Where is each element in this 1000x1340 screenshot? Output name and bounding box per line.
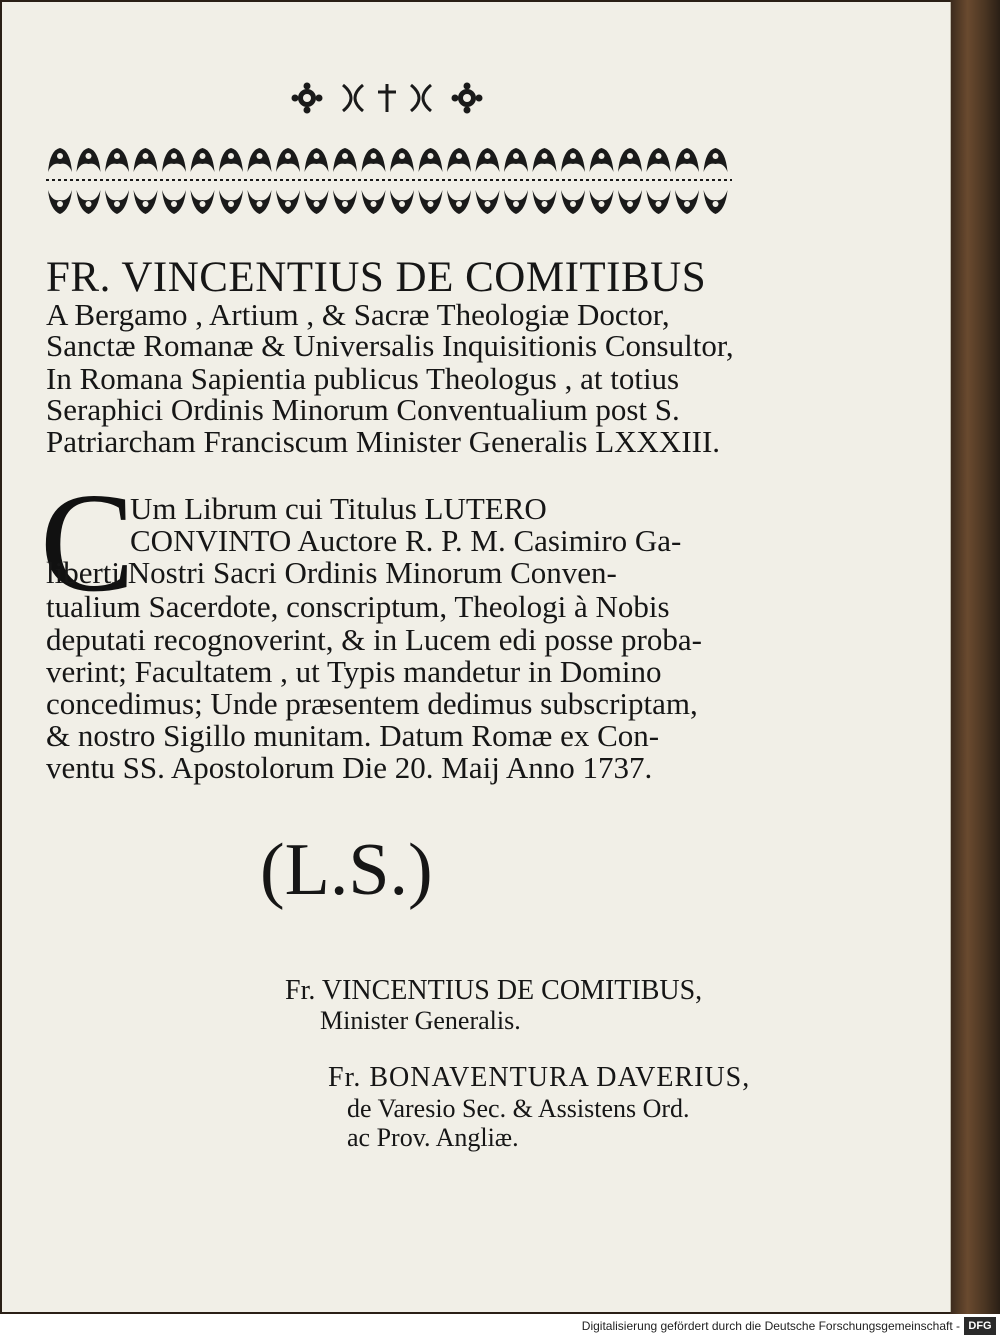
- heading: FR. VINCENTIUS DE COMITIBUS: [46, 254, 707, 301]
- band-motif: [390, 190, 414, 214]
- band-motif: [590, 190, 614, 214]
- footer-credit: Digitalisierung gefördert durch die Deutsche Forschungsgemeinschaft -: [581, 1319, 960, 1333]
- band-motif: [533, 190, 557, 214]
- band-motif: [105, 190, 129, 214]
- band-motif: [333, 190, 357, 214]
- title-line: Sanctæ Romanæ & Universalis Inquisitionis Consultor,: [46, 328, 734, 363]
- body-line: verint; Facultatem , ut Typis mandetur in Domino: [46, 654, 662, 689]
- band-motif: [618, 190, 642, 214]
- signature-role: ac Prov. Angliæ.: [347, 1123, 519, 1152]
- band-motif: [219, 190, 243, 214]
- title-line: Seraphici Ordinis Minorum Conventualium post S.: [46, 392, 680, 427]
- ornament-cross-icon: [378, 84, 396, 112]
- band-motif: [390, 148, 414, 172]
- body-line: CONVINTO Auctore R. P. M. Casimiro Ga-: [130, 523, 682, 558]
- ornament-scroll-icon: [411, 85, 431, 111]
- band-motif: [419, 148, 443, 172]
- band-motif: [590, 148, 614, 172]
- band-motif: [77, 190, 101, 214]
- band-motif: [191, 148, 215, 172]
- title-line: A Bergamo , Artium , & Sacræ Theologiæ Doctor,: [46, 297, 670, 332]
- ornament-scroll-icon: [343, 85, 363, 111]
- title-line: Patriarcham Franciscum Minister Generalis LXXXIII.: [46, 424, 721, 459]
- body-line: deputati recognoverint, & in Lucem edi posse proba-: [46, 622, 702, 657]
- band-motif: [447, 190, 471, 214]
- band-motif: [162, 190, 186, 214]
- seal-mark: (L.S.): [260, 829, 433, 911]
- band-motif: [48, 190, 72, 214]
- band-motif: [219, 148, 243, 172]
- band-motif: [476, 190, 500, 214]
- band-motif: [561, 148, 585, 172]
- band-motif: [704, 148, 728, 172]
- band-motif: [191, 190, 215, 214]
- band-motif: [362, 190, 386, 214]
- band-motif: [447, 148, 471, 172]
- band-motif: [561, 190, 585, 214]
- band-motif: [504, 190, 528, 214]
- body-line: concedimus; Unde præsentem dedimus subscriptam,: [46, 686, 698, 721]
- dfg-logo: DFG: [964, 1317, 996, 1335]
- band-motif: [48, 148, 72, 172]
- band-motif: [675, 190, 699, 214]
- body-line: liberti Nostri Sacri Ordinis Minorum Conven-: [46, 555, 617, 590]
- band-motif: [362, 148, 386, 172]
- signature-name: Fr. BONAVENTURA DAVERIUS,: [328, 1062, 751, 1093]
- band-motif: [647, 148, 671, 172]
- band-motif: [305, 148, 329, 172]
- band-motif: [675, 148, 699, 172]
- band-motif: [105, 148, 129, 172]
- band-motif: [134, 148, 158, 172]
- signature-role: de Varesio Sec. & Assistens Ord.: [347, 1094, 690, 1123]
- band-motif: [618, 148, 642, 172]
- signature-name: Fr. VINCENTIUS DE COMITIBUS,: [285, 975, 703, 1006]
- band-motif: [704, 190, 728, 214]
- band-motif: [333, 148, 357, 172]
- ornamental-band: [46, 140, 732, 222]
- band-motif: [162, 148, 186, 172]
- band-motif: [533, 148, 557, 172]
- top-ornament: [287, 80, 487, 116]
- body-line: tualium Sacerdote, conscriptum, Theologi à Nobis: [46, 589, 670, 624]
- band-motif: [134, 190, 158, 214]
- band-motif: [305, 190, 329, 214]
- title-line: In Romana Sapientia publicus Theologus , at totius: [46, 361, 680, 396]
- document-page: [2, 2, 951, 1312]
- drop-cap-letter: C: [40, 463, 135, 621]
- body-line: ventu SS. Apostolorum Die 20. Maij Anno 1737.: [46, 750, 653, 785]
- band-motif: [419, 190, 443, 214]
- body-line: & nostro Sigillo munitam. Datum Romæ ex Con-: [46, 718, 660, 753]
- band-motif: [647, 190, 671, 214]
- band-motif: [504, 148, 528, 172]
- body-line: Um Librum cui Titulus LUTERO: [130, 491, 547, 526]
- ornament-rosette-icon: [292, 83, 323, 114]
- band-motif: [276, 148, 300, 172]
- footer-bar: [0, 1314, 1000, 1340]
- band-motif: [248, 148, 272, 172]
- band-motif: [248, 190, 272, 214]
- book-edge: [950, 0, 1000, 1314]
- band-motif: [476, 148, 500, 172]
- band-motif: [77, 148, 101, 172]
- signature-role: Minister Generalis.: [320, 1006, 521, 1035]
- band-motif: [276, 190, 300, 214]
- ornament-rosette-icon: [452, 83, 483, 114]
